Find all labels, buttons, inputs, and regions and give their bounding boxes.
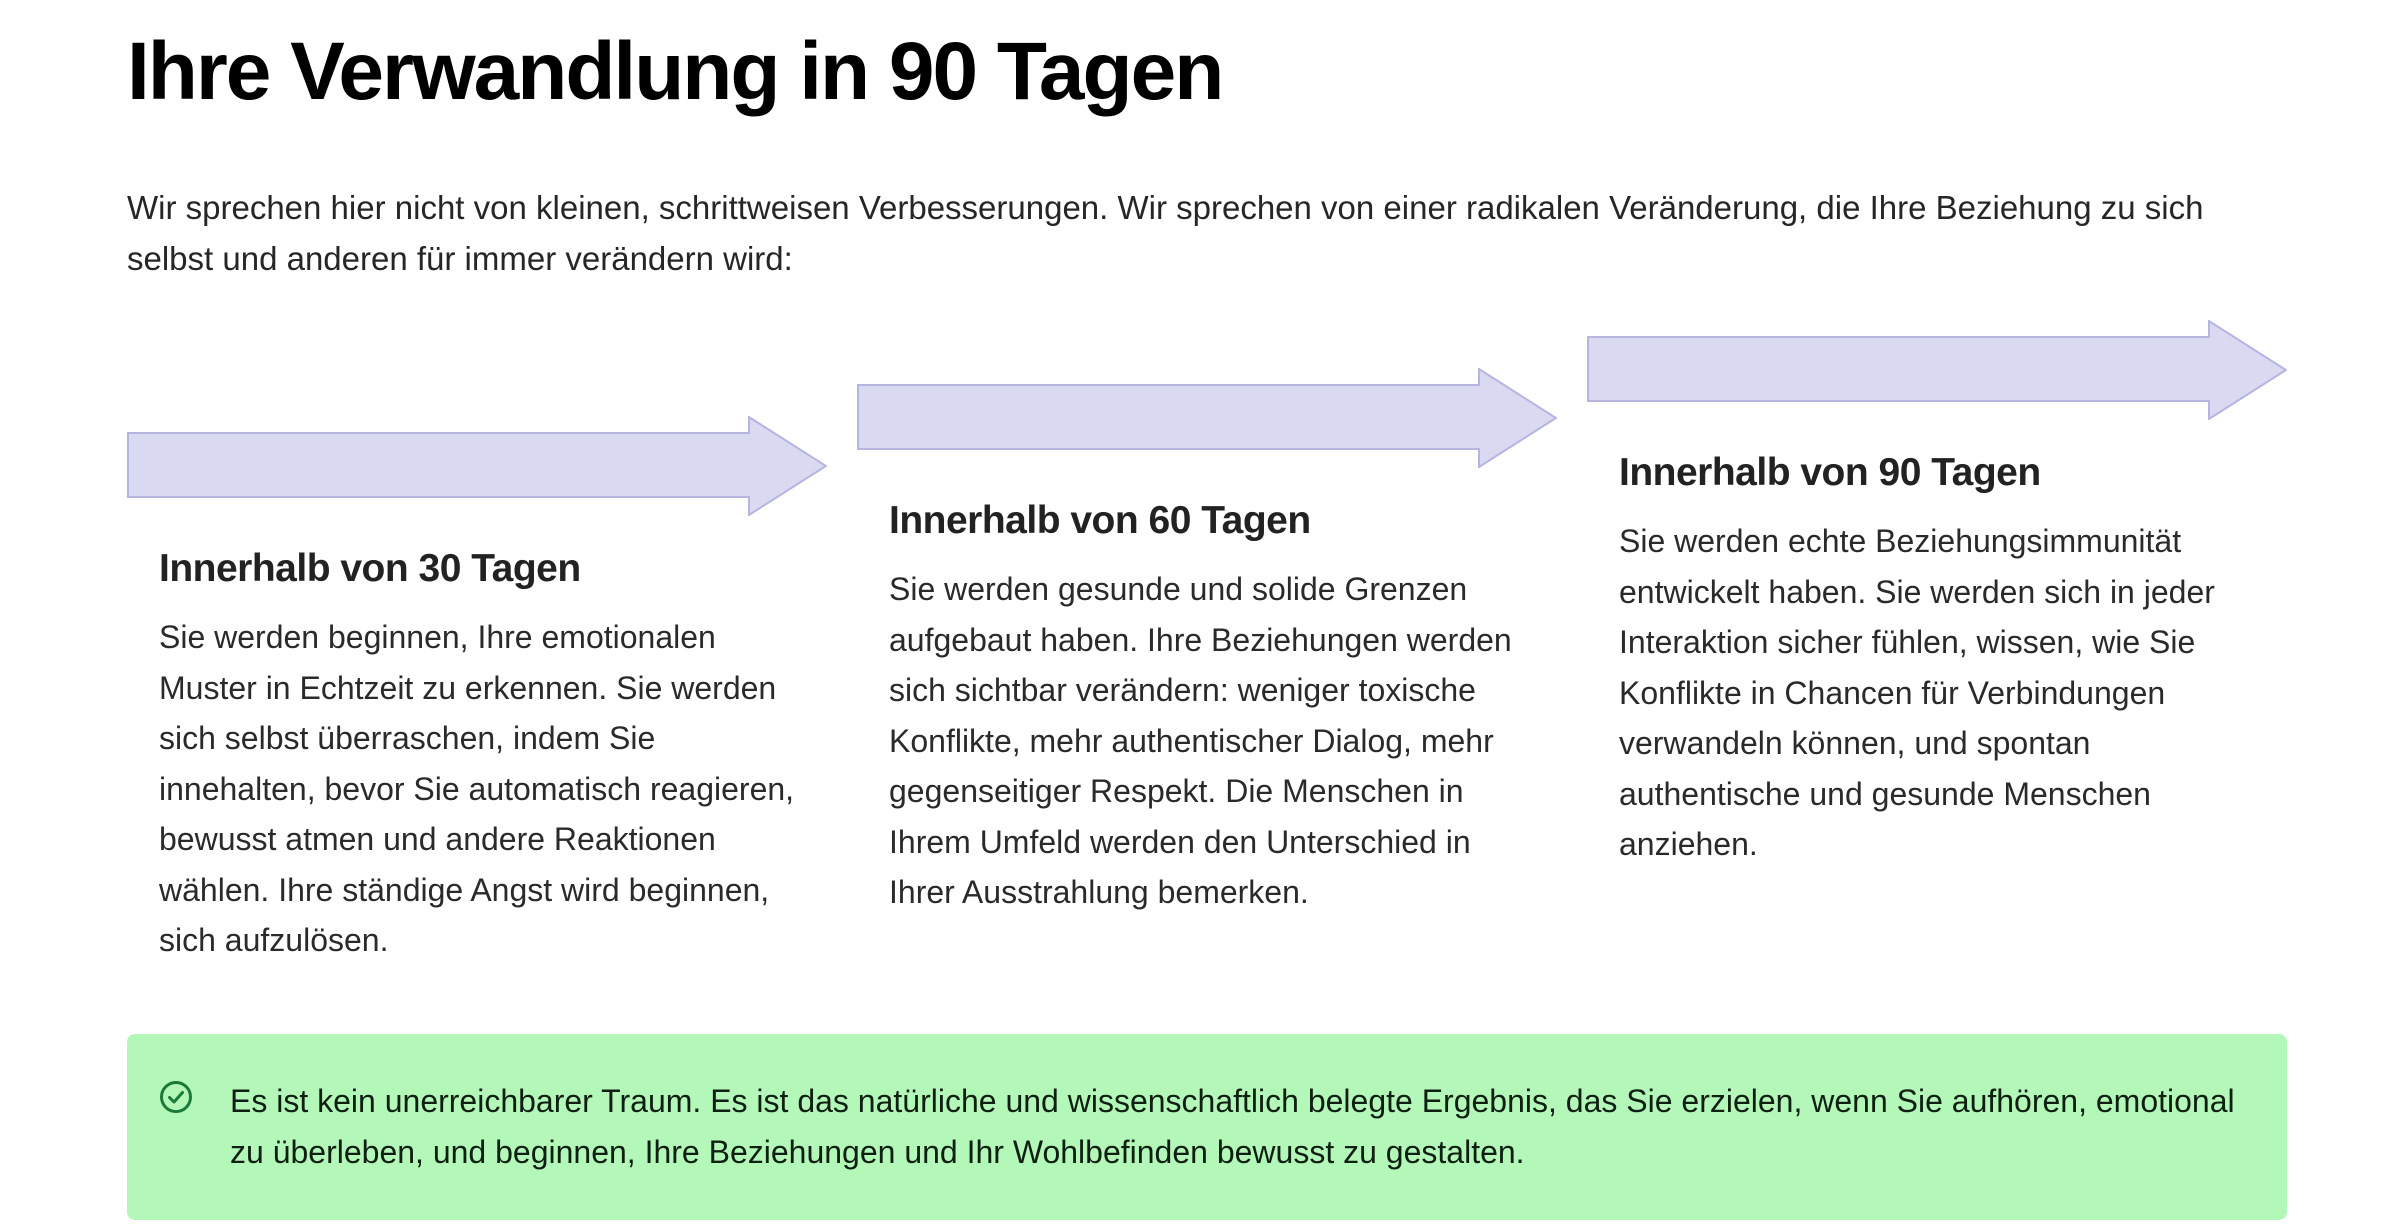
check-circle-icon bbox=[159, 1080, 193, 1114]
step-description: Sie werden beginnen, Ihre emotionalen Muster in Echtzeit zu erkennen. Sie werden sich selbst überraschen, indem Sie innehalten, bevor Sie automatisch reagieren, bewusst atmen und andere Reaktionen wählen. Ihre ständige Angst wird beginnen, sich aufzulösen. bbox=[159, 619, 795, 958]
success-callout bbox=[127, 1034, 2287, 1220]
step-description: Sie werden echte Beziehungsimmunität entwickelt haben. Sie werden sich in jeder Interaktion sicher fühlen, wissen, wie Sie Konflikte in Chancen für Verbindungen verwandeln können, und spontan authentische und gesunde Menschen anziehen. bbox=[1619, 523, 2215, 862]
timeline-steps bbox=[127, 0, 2287, 1000]
step-title: Innerhalb von 30 Tagen bbox=[159, 547, 581, 590]
timeline-step-30 bbox=[127, 416, 827, 958]
arrow-right-icon bbox=[857, 368, 1557, 468]
callout-text: Es ist kein unerreichbarer Traum. Es ist das natürliche und wissenschaftlich belegte Ergebnis, das Sie erzielen, wenn Sie aufhören, emotional zu überleben, und beginnen, Ihre Beziehungen und Ihr Wohlbefinden bewusst zu gestalten. bbox=[230, 1083, 2235, 1170]
step-title: Innerhalb von 90 Tagen bbox=[1619, 451, 2041, 494]
page-title: Ihre Verwandlung in 90 Tagen bbox=[127, 26, 1223, 117]
arrow-right-icon bbox=[1587, 320, 2287, 420]
intro-paragraph: Wir sprechen hier nicht von kleinen, schrittweisen Verbesserungen. Wir sprechen von einer radikalen Veränderung, die Ihre Beziehung zu sich selbst und anderen für immer verändern wird: bbox=[127, 189, 2204, 277]
timeline-step-60 bbox=[857, 368, 1557, 910]
step-description: Sie werden gesunde und solide Grenzen aufgebaut haben. Ihre Beziehungen werden sich sichtbar verändern: weniger toxische Konflikte, mehr authentischer Dialog, mehr gegenseitiger Respekt. Die Menschen in Ihrem Umfeld werden den Unterschied in Ihrer Ausstrahlung bemerken. bbox=[889, 571, 1512, 910]
step-title: Innerhalb von 60 Tagen bbox=[889, 499, 1311, 542]
arrow-right-icon bbox=[127, 416, 827, 516]
timeline-step-90 bbox=[1587, 320, 2287, 862]
